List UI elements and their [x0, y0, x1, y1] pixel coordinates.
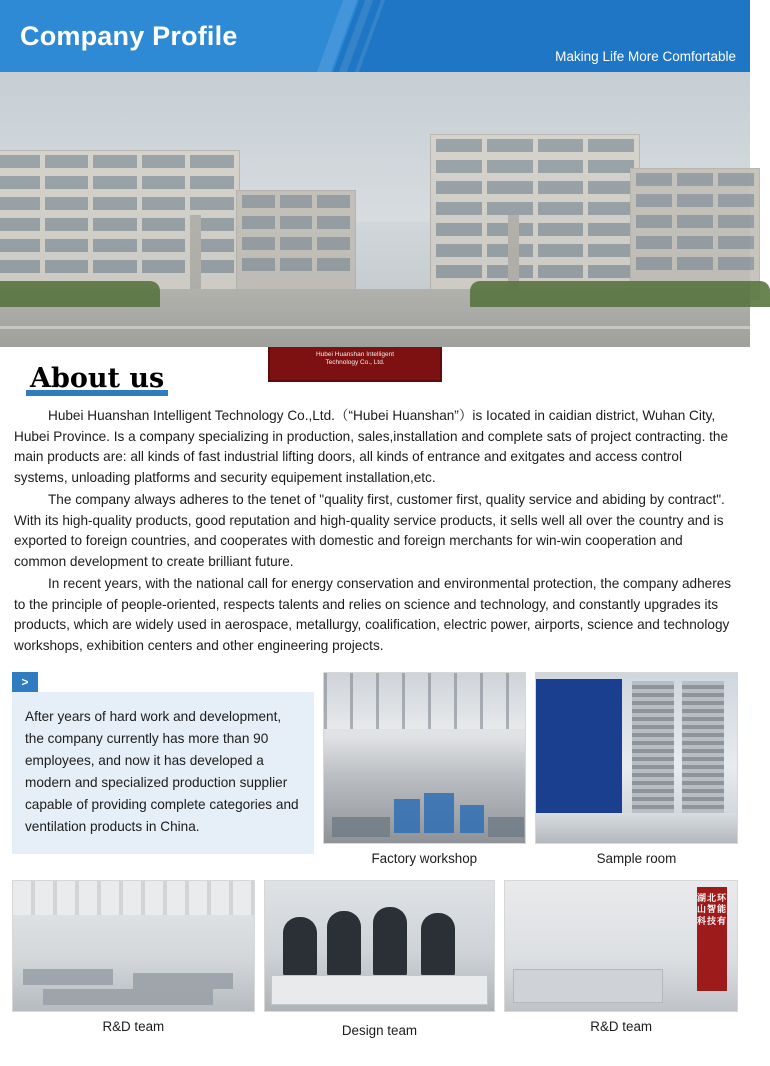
highlight-block	[12, 672, 314, 854]
gallery-caption: R&D team	[590, 1019, 653, 1034]
gallery-caption: Sample room	[596, 851, 677, 866]
hero-factory-photo	[0, 72, 750, 367]
gate-sign-en-line-1: Hubei Huanshan Intelligent	[315, 350, 395, 358]
hero-window-row	[0, 172, 239, 193]
gallery-item-rd-office	[12, 880, 255, 1034]
hero-window-row	[0, 151, 239, 172]
rd-team-office-photo	[12, 880, 255, 1012]
workshop-crate	[460, 805, 484, 833]
office-desk	[23, 969, 113, 985]
hero-window-row	[237, 254, 355, 275]
workshop-crate	[394, 799, 420, 833]
design-team-table	[271, 975, 489, 1005]
gallery-item-sample-room	[535, 672, 738, 866]
hero-window-row	[0, 214, 239, 235]
hero-road-marking	[0, 326, 750, 329]
office-desk	[43, 989, 213, 1005]
hero-building-center-left	[236, 190, 356, 302]
hero-window-row	[431, 198, 639, 219]
gallery-item-rd-reception	[504, 880, 738, 1034]
about-paragraph: Hubei Huanshan Intelligent Technology Co.,Ltd.（“Hubei Huanshan”）is Iocated in caidian district, Wuhan City, Hubei Province. Is a company specializing in production, sales,installation and complete sats of project contracting. the main products are: all kinds of fast industrial lifting doors, all kinds of entrance and exitgates and access control systems, unloading platforms and security equipement installation,etc.	[14, 408, 729, 485]
hero-window-row	[631, 211, 759, 232]
design-team-member	[373, 907, 407, 977]
chevron-right-icon: >	[12, 672, 38, 692]
hero-window-row	[431, 135, 639, 156]
about-paragraph: The company always adheres to the tenet of "quality first, customer first, quality service and abiding by contract". With its high-quality products, good reputation and high-quality service products, it sells well all over the country and is exported to foreign countries, and cooperates with domestic and foreign merchants for win-win cooperation and common development to create brilliant future.	[14, 492, 725, 569]
workshop-crate	[424, 793, 454, 833]
sample-room-floor	[536, 813, 737, 843]
gallery-caption: Design team	[341, 1023, 418, 1038]
sample-room-photo	[535, 672, 738, 844]
page-title: Company Profile	[20, 20, 238, 51]
hero-window-row	[631, 190, 759, 211]
about-heading: About us	[30, 363, 165, 394]
hero-window-row	[431, 156, 639, 177]
hero-window-row	[0, 235, 239, 256]
design-team-member	[283, 917, 317, 977]
hero-greenery	[470, 281, 770, 307]
gallery-item-factory-workshop	[323, 672, 526, 866]
hero-window-row	[237, 212, 355, 233]
bottom-gallery-row	[12, 880, 738, 1038]
hero-window-row	[431, 240, 639, 261]
about-heading-wrap	[26, 363, 168, 396]
hero-window-row	[237, 191, 355, 212]
hero-greenery	[0, 281, 160, 307]
rd-team-reception-photo	[504, 880, 738, 1012]
sample-room-door-slats	[632, 681, 674, 815]
gallery-caption: R&D team	[102, 1019, 165, 1034]
hero-window-row	[631, 169, 759, 190]
about-section	[0, 347, 750, 1038]
gallery-caption: Factory workshop	[371, 851, 478, 866]
hero-building-right	[430, 134, 640, 304]
hero-building-left	[0, 150, 240, 300]
design-team-member	[327, 911, 361, 977]
hero-window-row	[237, 233, 355, 254]
about-paragraph: In recent years, with the national call for energy conservation and environmental protection, the company adheres to the principle of people-oriented, respects talents and relies on science and technology, and constantly upgrades its products, which are widely used in aerospace, metallurgy, coalification, electric power, airports, science and technology workshops, exhibition centers and other engineering projects.	[14, 576, 732, 653]
header-slogan: Making Life More Comfortable	[555, 49, 736, 64]
hero-window-row	[631, 253, 759, 274]
design-team-photo	[264, 880, 496, 1012]
sample-room-blue-wall	[536, 679, 622, 817]
gate-sign-en-line-2: Technology Co., Ltd.	[325, 359, 385, 367]
page-header	[0, 0, 750, 72]
sample-room-door-slats	[682, 681, 724, 815]
design-team-member	[421, 913, 455, 977]
factory-workshop-photo	[323, 672, 526, 844]
hero-canopy-pillar	[190, 215, 201, 299]
hero-window-row	[0, 256, 239, 277]
hero-window-row	[431, 261, 639, 282]
reception-counter	[513, 969, 663, 1003]
office-ceiling	[13, 881, 254, 915]
hero-window-row	[0, 193, 239, 214]
hero-window-row	[631, 232, 759, 253]
workshop-pallet	[488, 817, 524, 837]
hero-window-row	[431, 177, 639, 198]
office-desk	[133, 973, 233, 989]
highlight-and-gallery-row	[12, 672, 738, 866]
hero-window-row	[431, 219, 639, 240]
reception-red-banner: 湖北环山智能科技有	[697, 887, 727, 991]
highlight-text: After years of hard work and development, the company currently has more than 90 employees, and now it has developed a modern and specialized production supplier capable of providing complete categories and ventilation products in China.	[12, 692, 314, 854]
gallery-item-design-team	[264, 880, 496, 1038]
workshop-pallet	[332, 817, 390, 837]
